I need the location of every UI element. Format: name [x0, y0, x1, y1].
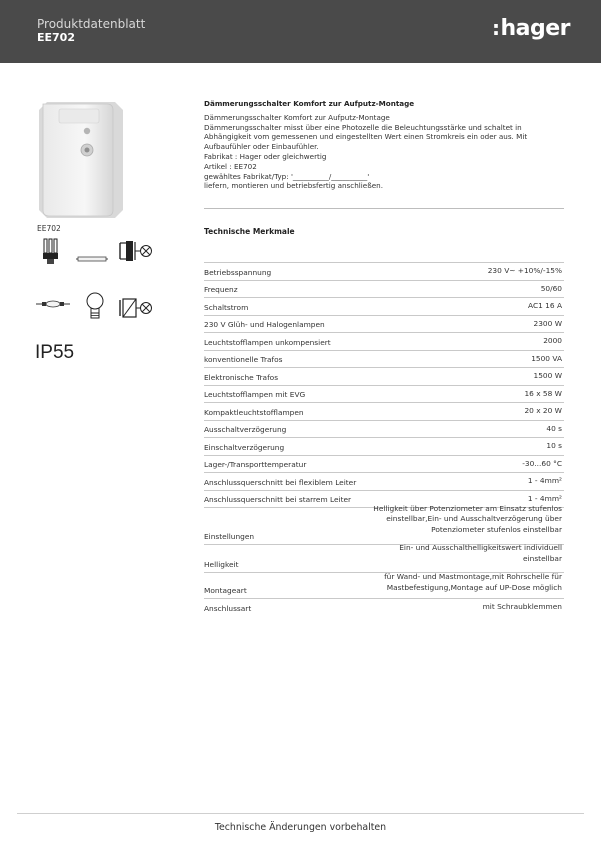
- spec-row: [204, 402, 564, 420]
- spec-key: Montageart: [204, 586, 247, 595]
- spec-key: Betriebsspannung: [204, 267, 272, 277]
- description-line: Dämmerungsschalter misst über eine Photozelle die Beleuchtungsstärke und schaltet in: [204, 122, 522, 132]
- spec-value: AC1 16 A: [528, 301, 562, 311]
- spec-value: 1500 W: [533, 371, 562, 381]
- spec-value: 2300 W: [533, 318, 562, 328]
- description-line: Dämmerungsschalter Komfort zur Aufputz-Montage: [204, 112, 390, 122]
- spec-key: Schaltstrom: [204, 302, 249, 312]
- spec-value: [399, 543, 562, 564]
- compact-fluorescent-lamp-icon: [40, 237, 62, 267]
- conventional-transformer-icon: [118, 239, 154, 263]
- footer-divider: [17, 813, 584, 814]
- description-line: liefern, montieren und betriebsfertig anschließen.: [204, 181, 383, 191]
- spec-value: [384, 572, 562, 593]
- spec-key: Kompaktleuchtstofflampen: [204, 407, 304, 417]
- spec-row: [204, 350, 564, 368]
- hager-logo: [492, 16, 570, 41]
- spec-value: mit Schraubklemmen: [482, 602, 562, 612]
- spec-row: [204, 280, 564, 298]
- product-description: [204, 99, 564, 191]
- spec-value: 16 x 58 W: [524, 388, 562, 398]
- spec-row: [204, 385, 564, 403]
- spec-row: [204, 472, 564, 490]
- description-line: Abhängigkeit vom gemessenen und eingestellten Wert einen Stromkreis ein oder aus. Mit: [204, 132, 528, 142]
- article-code: EE702: [37, 31, 75, 44]
- product-photo: [35, 98, 125, 220]
- spec-key: Elektronische Trafos: [204, 372, 279, 382]
- spec-key: Ausschaltverzögerung: [204, 425, 287, 434]
- spec-row: [204, 315, 564, 333]
- description-line: gewähltes Fabrikat/Typ: '__________/__________': [204, 171, 370, 181]
- spec-key: Anschlussquerschnitt bei starrem Leiter: [204, 495, 352, 504]
- spec-value: 50/60: [540, 283, 562, 293]
- spec-key: 230 V Glüh- und Halogenlampen: [204, 320, 325, 329]
- footer-note: Technische Änderungen vorbehalten: [214, 822, 387, 833]
- spec-row: [204, 367, 564, 385]
- logo-text: hager: [500, 16, 571, 41]
- spec-value-line: Mastbefestigung,Montage auf UP-Dose möglich: [386, 582, 562, 592]
- spec-value: -30...60 °C: [522, 458, 562, 468]
- spec-value-line: einstellbar: [523, 553, 562, 563]
- spec-key: Einschaltverzögerung: [204, 442, 285, 452]
- spec-value: 20 x 20 W: [524, 406, 562, 416]
- spec-key: Helligkeit: [204, 560, 239, 569]
- spec-value: 10 s: [546, 441, 562, 451]
- spec-table: [204, 262, 564, 616]
- spec-row: [204, 437, 564, 455]
- spec-value-line: Ein- und Ausschalthelligkeitswert individuell: [399, 543, 562, 553]
- logo-dots-icon: :: [492, 16, 500, 40]
- spec-row: [204, 598, 564, 616]
- technical-heading: Technische Merkmale: [204, 227, 295, 236]
- spec-value: 40 s: [546, 423, 562, 433]
- spec-value: 230 V~ +10%/-15%: [487, 266, 562, 276]
- electronic-transformer-icon: [118, 296, 154, 320]
- spec-key: Anschlussart: [204, 603, 252, 613]
- spec-value: 1500 VA: [531, 353, 562, 363]
- spec-value-line: Potenziometer stufenlos einstellbar: [431, 524, 562, 534]
- incandescent-bulb-icon: [85, 291, 105, 321]
- spec-row: [204, 455, 564, 473]
- spec-key: Anschlussquerschnitt bei flexiblem Leiter: [204, 477, 357, 487]
- spec-key: Leuchtstofflampen mit EVG: [204, 390, 306, 399]
- spec-row: [204, 420, 564, 438]
- spec-value-line: einstellbar,Ein- und Ausschaltverzögerung über: [386, 514, 562, 524]
- section-divider: [204, 208, 564, 209]
- spec-row: [204, 297, 564, 315]
- description-line: Fabrikat : Hager oder gleichwertig: [204, 151, 327, 161]
- spec-key: Leuchtstofflampen unkompensiert: [204, 337, 331, 347]
- spec-value: [373, 504, 562, 535]
- header-bar: [0, 0, 601, 63]
- spec-row: [204, 544, 564, 572]
- fluorescent-tube-icon: [76, 254, 108, 264]
- spec-value-line: für Wand- und Mastmontage,mit Rohrschelle für: [384, 572, 562, 582]
- spec-row: [204, 503, 564, 544]
- spec-row: [204, 262, 564, 280]
- spec-key: konventionelle Trafos: [204, 355, 283, 364]
- description-heading: Dämmerungsschalter Komfort zur Aufputz-Montage: [204, 99, 415, 108]
- protection-rating: IP55: [35, 342, 75, 363]
- spec-value: 2000: [543, 336, 562, 346]
- spec-value: 1 - 4mm²: [527, 476, 562, 486]
- halogen-lamp-icon: [36, 298, 70, 310]
- spec-key: Frequenz: [204, 285, 238, 294]
- description-line: Artikel : EE702: [204, 161, 257, 171]
- doc-type-title: Produktdatenblatt: [37, 17, 146, 31]
- spec-value-line: Helligkeit über Potenziometer am Einsatz stufenlos: [373, 503, 562, 513]
- description-line: Aufbaufühler oder Einbaufühler.: [204, 142, 319, 152]
- spec-key: Einstellungen: [204, 532, 255, 541]
- spec-key: Lager-/Transporttemperatur: [204, 460, 307, 469]
- spec-row: [204, 332, 564, 350]
- spec-value: 1 - 4mm²: [527, 493, 562, 503]
- product-image-label: EE702: [37, 224, 61, 233]
- spec-row: [204, 572, 564, 598]
